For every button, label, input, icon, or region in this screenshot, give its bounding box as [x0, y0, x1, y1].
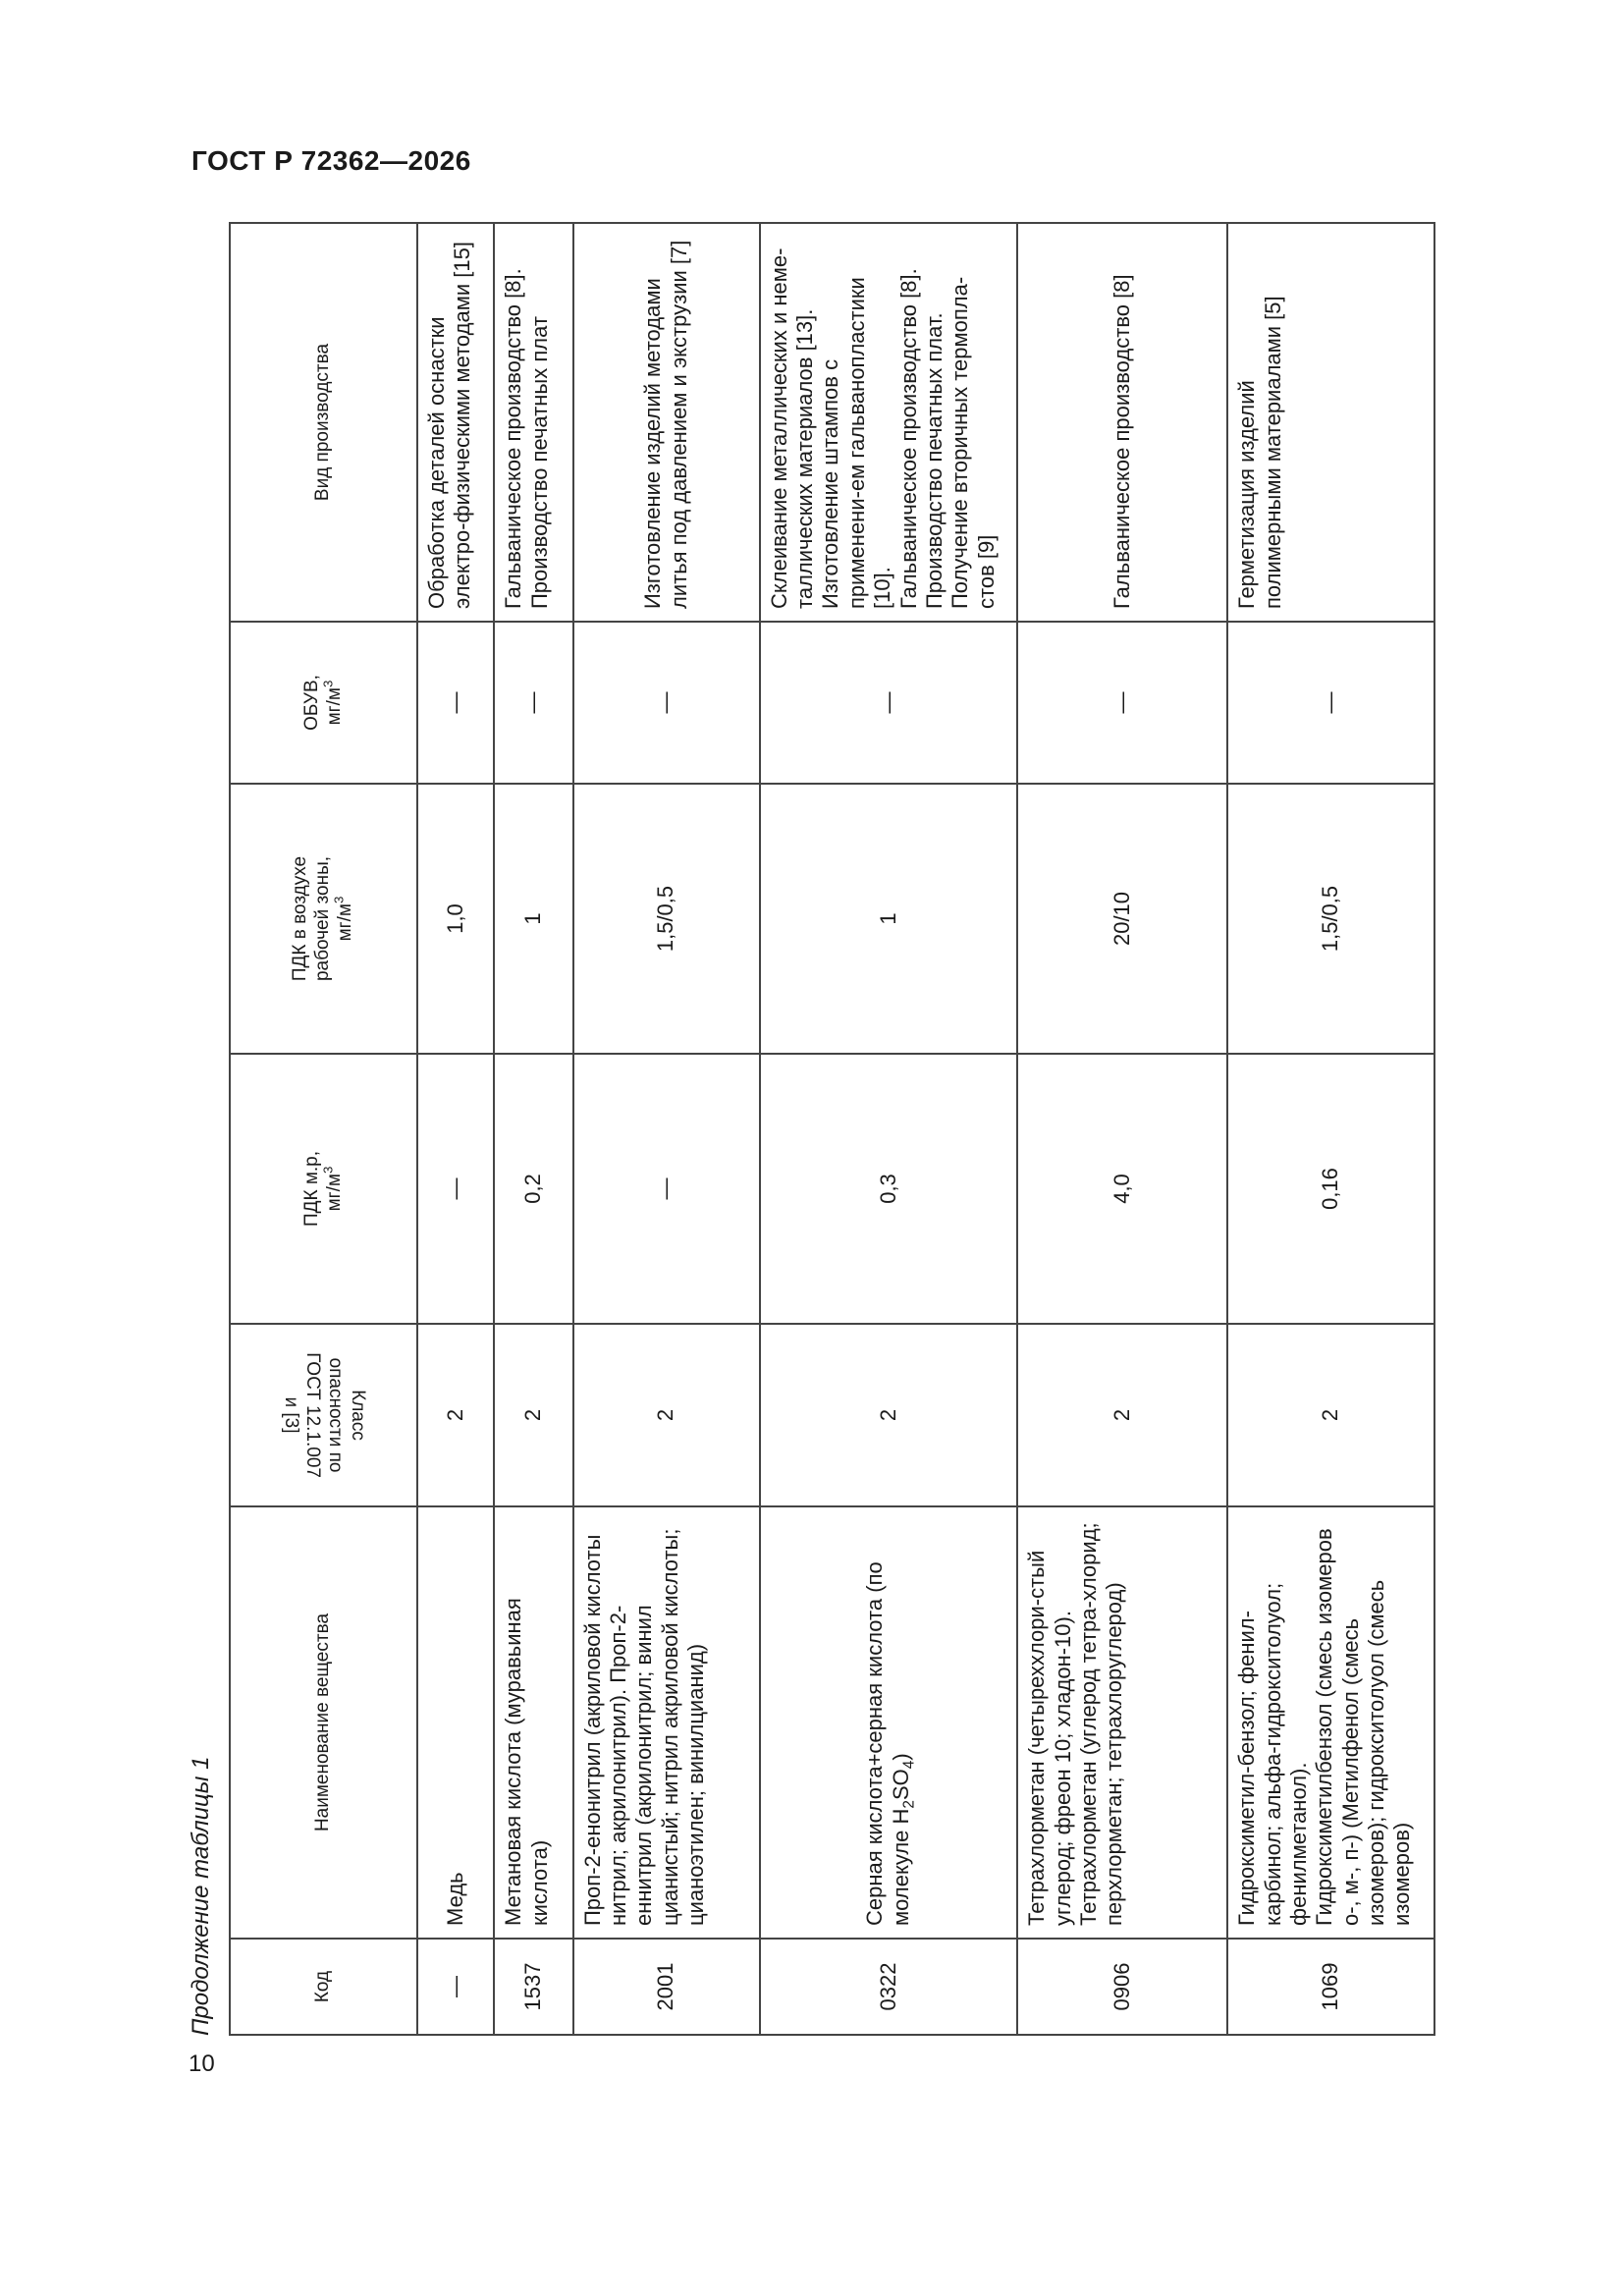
- cell-class: 2: [1227, 1324, 1434, 1506]
- document-id: ГОСТ Р 72362—2026: [191, 145, 471, 176]
- cell-production-type: Склеивание металлических и неме-таллических материалов [13]. Изготовление штампов с применени-ем гальванопластики [10]. Гальваническое производство [8]. Производство печатных плат. Получение вторичных термопла-стов [9]: [760, 223, 1018, 622]
- col-header-code: Код: [230, 1939, 417, 2035]
- cell-production-type: Изготовление изделий методами литья под давлением и экструзии [7]: [573, 223, 760, 622]
- cell-code: 2001: [573, 1939, 760, 2035]
- cell-pdk-mr: 0,16: [1227, 1054, 1434, 1324]
- table-row: [1227, 223, 1434, 2035]
- cell-name: Гидроксиметил-бензол; фенил-карбинол; альфа-гидрокситолуол; фенилметанол). Гидроксиметилбензол (смесь изомеров о-, м-, п-) (Метилфенол (смесь изомеров); гидрокситолуол (смесь изомеров): [1227, 1506, 1434, 1939]
- cell-pdk-mr: 0,2: [494, 1054, 572, 1324]
- cell-obuv: —: [417, 622, 494, 784]
- cell-code: 0322: [760, 1939, 1018, 2035]
- table-row: [494, 223, 572, 2035]
- col-header-pdk-mr: ПДК м.р, $мг/м^3$: [230, 1054, 417, 1324]
- col-header-production-type: Вид производства: [230, 223, 417, 622]
- cell-name: Тетрахлорметан (четыреххлори-стый углерод; фреон 10; хладон-10). Тетрахлорметан (углерод тетра-хлорид; перхлорметан; тетрахлоруглерод): [1017, 1506, 1227, 1939]
- substances-table: [229, 222, 1435, 2036]
- cell-pdk-mr: —: [417, 1054, 494, 1324]
- cell-pdk-mr: 4,0: [1017, 1054, 1227, 1324]
- table-row: [417, 223, 494, 2035]
- cell-name: Серная кислота+серная кислота (по молекуле $H_2SO_4$): [760, 1506, 1018, 1939]
- table-caption: Продолжение таблицы 1: [188, 1756, 214, 2036]
- cell-pdk-rz: 1,0: [417, 784, 494, 1054]
- cell-pdk-rz: 1,5/0,5: [573, 784, 760, 1054]
- cell-pdk-rz: 1,5/0,5: [1227, 784, 1434, 1054]
- cell-class: 2: [573, 1324, 760, 1506]
- table-row: [1017, 223, 1227, 2035]
- col-header-pdk-rz: ПДК в воздухе рабочей зоны, $мг/м^3$: [230, 784, 417, 1054]
- cell-code: 1537: [494, 1939, 572, 2035]
- cell-code: 0906: [1017, 1939, 1227, 2035]
- cell-code: 1069: [1227, 1939, 1434, 2035]
- cell-code: —: [417, 1939, 494, 2035]
- cell-obuv: —: [494, 622, 572, 784]
- cell-obuv: —: [573, 622, 760, 784]
- cell-production-type: Обработка деталей оснастки электро-физическими методами [15]: [417, 223, 494, 622]
- cell-pdk-rz: 1: [494, 784, 572, 1054]
- table-header-row: [230, 223, 417, 2035]
- cell-obuv: —: [760, 622, 1018, 784]
- table-row: [573, 223, 760, 2035]
- col-header-obuv: ОБУВ, $мг/м^3$: [230, 622, 417, 784]
- cell-name: Метановая кислота (муравьиная кислота): [494, 1506, 572, 1939]
- col-header-name: Наименование вещества: [230, 1506, 417, 1939]
- cell-pdk-mr: —: [573, 1054, 760, 1324]
- cell-pdk-mr: 0,3: [760, 1054, 1018, 1324]
- table-row: [760, 223, 1018, 2035]
- cell-class: 2: [1017, 1324, 1227, 1506]
- cell-pdk-rz: 1: [760, 784, 1018, 1054]
- page-number: 10: [189, 2050, 215, 2077]
- cell-name: Проп-2-енонитрил (акриловой кислоты нитрил; акрилонитрил). Проп-2-еннитрил (акрилонитрил; винил цианистый; нитрил акриловой кислоты; цианоэтилен; винилцианид): [573, 1506, 760, 1939]
- cell-class: 2: [760, 1324, 1018, 1506]
- cell-pdk-rz: 20/10: [1017, 784, 1227, 1054]
- cell-production-type: Гальваническое производство [8]: [1017, 223, 1227, 622]
- cell-name: Медь: [417, 1506, 494, 1939]
- cell-production-type: Герметизация изделий полимерными материалами [5]: [1227, 223, 1434, 622]
- cell-production-type: Гальваническое производство [8]. Производство печатных плат: [494, 223, 572, 622]
- cell-class: 2: [494, 1324, 572, 1506]
- cell-class: 2: [417, 1324, 494, 1506]
- cell-obuv: —: [1017, 622, 1227, 784]
- cell-obuv: —: [1227, 622, 1434, 784]
- col-header-hazard-class: Класс опасности по ГОСТ 12.1.007 и [3]: [230, 1324, 417, 1506]
